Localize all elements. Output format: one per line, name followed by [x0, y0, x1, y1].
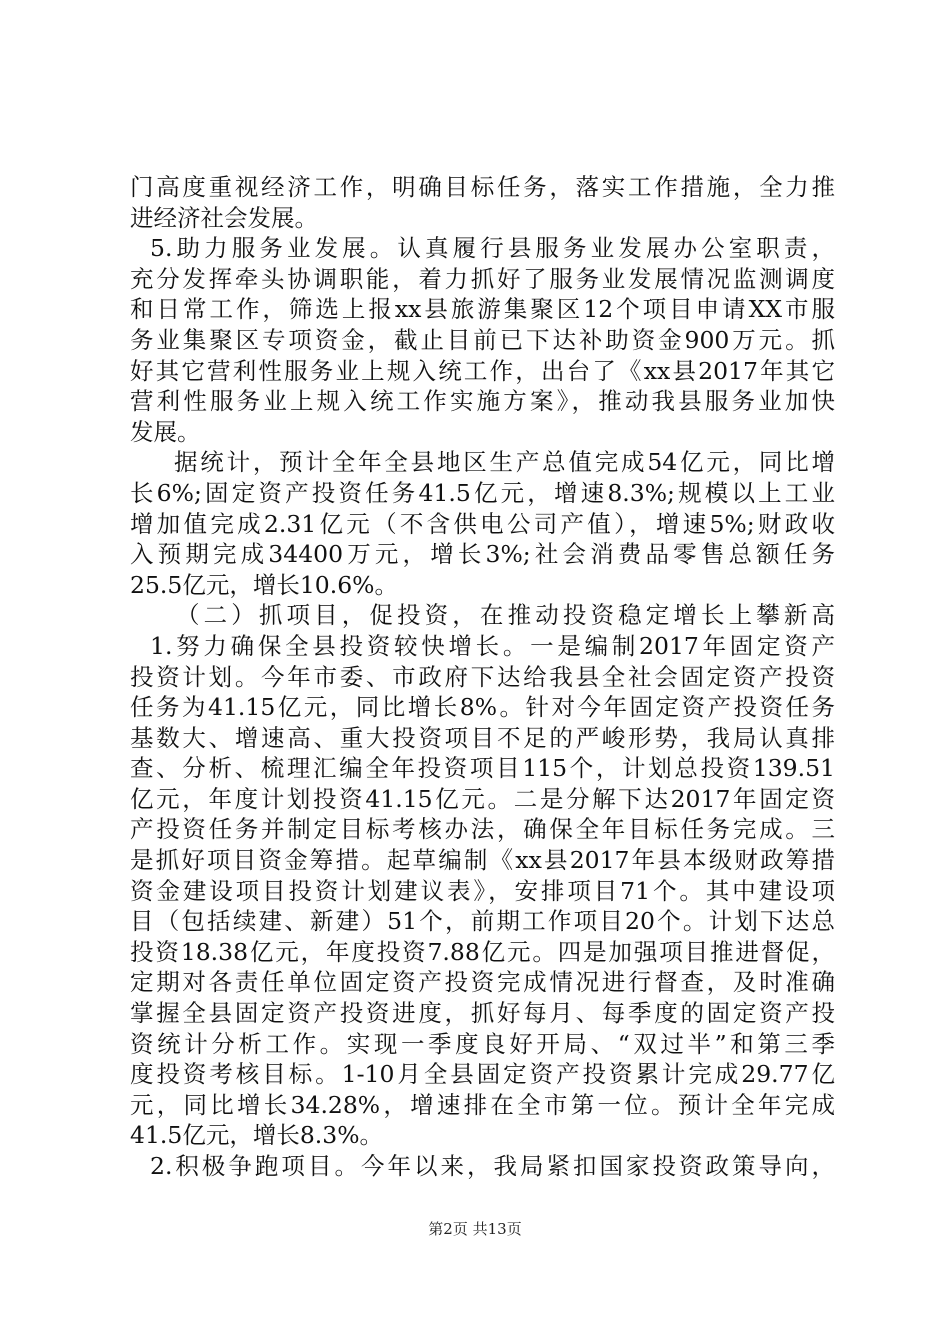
paragraph-line: 亿元，年度计划投资41.15亿元。二是分解下达2017年固定资 [130, 784, 835, 813]
paragraph-line: 门高度重视经济工作，明确目标任务，落实工作措施，全力推 [130, 173, 835, 201]
paragraph-line: 进经济社会发展。 [130, 203, 318, 232]
paragraph-line: 长6%;固定资产投资任务41.5亿元，增速8.3%;规模以上工业 [130, 478, 835, 507]
paragraph-line: 营利性服务业上规入统工作实施方案》，推动我县服务业加快 [130, 387, 835, 416]
paragraph-line: 资统计分析工作。实现一季度良好开局、“双过半”和第三季 [130, 1029, 835, 1058]
paragraph-line: 充分发挥牵头协调职能，着力抓好了服务业发展情况监测调度 [130, 264, 835, 293]
paragraph-line: 1.努力确保全县投资较快增长。一是编制2017年固定资产 [150, 631, 835, 660]
paragraph-line: 目（包括续建、新建）51个，前期工作项目20个。计划下达总 [130, 907, 835, 936]
paragraph-line: 度投资考核目标。1-10月全县固定资产投资累计完成29.77亿 [130, 1060, 835, 1089]
paragraph-line: 资金建设项目投资计划建议表》，安排项目71个。其中建设项 [130, 876, 835, 905]
paragraph-line: 据统计，预计全年全县地区生产总值完成54亿元，同比增 [174, 448, 835, 477]
page-number-footer: 第2页 共13页 [428, 1220, 522, 1238]
paragraph-line: 和日常工作，筛选上报xx县旅游集聚区12个项目申请XX市服 [130, 295, 835, 324]
paragraph-line: 是抓好项目资金筹措。起草编制《xx县2017年县本级财政筹措 [130, 846, 835, 875]
paragraph-line: 掌握全县固定资产投资进度，抓好每月、每季度的固定资产投 [130, 999, 835, 1028]
paragraph-line: 产投资任务并制定目标考核办法，确保全年目标任务完成。三 [130, 815, 835, 844]
paragraph-line: 元，同比增长34.28%，增速排在全市第一位。预计全年完成 [130, 1090, 835, 1119]
paragraph-line: 41.5亿元，增长8.3%。 [130, 1121, 384, 1150]
paragraph-line: 2.积极争跑项目。今年以来，我局紧扣国家投资政策导向， [150, 1152, 835, 1180]
paragraph-line: 入预期完成34400万元，增长3%;社会消费品零售总额任务 [130, 540, 835, 569]
paragraph-line: 务业集聚区专项资金，截止目前已下达补助资金900万元。抓 [130, 325, 835, 354]
paragraph-line: 投资18.38亿元，年度投资7.88亿元。四是加强项目推进督促， [130, 937, 835, 966]
paragraph-line: 投资计划。今年市委、市政府下达给我县全社会固定资产投资 [130, 662, 835, 691]
paragraph-line: 基数大、增速高、重大投资项目不足的严峻形势，我局认真排 [130, 723, 835, 752]
paragraph-line: 定期对各责任单位固定资产投资完成情况进行督查，及时准确 [130, 968, 835, 997]
paragraph-line: 25.5亿元，增长10.6%。 [130, 570, 398, 599]
paragraph-line: 增加值完成2.31亿元（不含供电公司产值），增速5%;财政收 [130, 509, 835, 538]
document-body [130, 172, 835, 1182]
paragraph-line: 查、分析、梳理汇编全年投资项目115个，计划总投资139.51 [130, 754, 835, 783]
paragraph-line: 发展。 [130, 417, 201, 446]
paragraph-line: 5.助力服务业发展。认真履行县服务业发展办公室职责， [150, 234, 835, 263]
paragraph-line: 好其它营利性服务业上规入统工作，出台了《xx县2017年其它 [130, 356, 835, 385]
paragraph-line: 任务为41.15亿元，同比增长8%。针对今年固定资产投资任务 [130, 693, 835, 722]
paragraph-line: （二）抓项目，促投资，在推动投资稳定增长上攀新高 [176, 601, 835, 630]
